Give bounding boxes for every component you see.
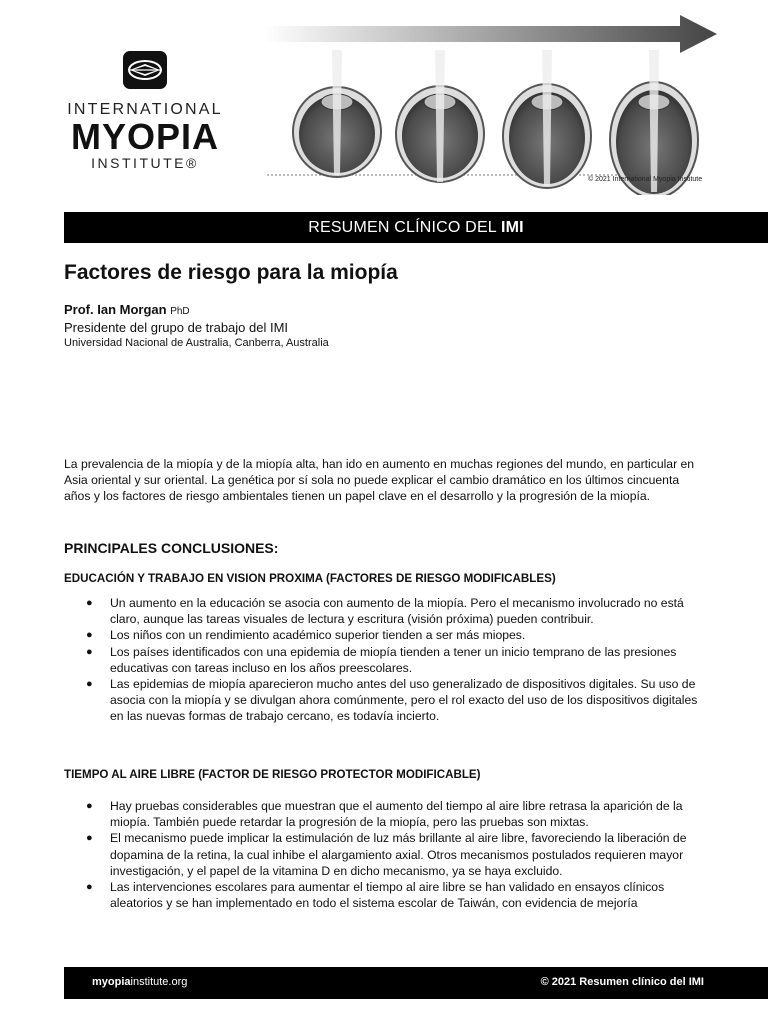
illustration-credit: © 2021 International Myopia Institute (588, 176, 703, 183)
eye-logo-icon (122, 50, 168, 90)
eye-1-icon (293, 50, 381, 177)
eye-4-icon (610, 50, 698, 195)
section-heading-education: EDUCACIÓN Y TRABAJO EN VISION PROXIMA (FACTORES DE RIESGO MODIFICABLES) (64, 572, 556, 585)
list-item-text: Los niños con un rendimiento académico superior tienden a ser más miopes. (110, 628, 526, 643)
eye-progression-illustration (262, 10, 722, 195)
bullet-icon: ● (86, 678, 93, 691)
clinical-summary-banner (64, 212, 768, 243)
bullet-icon: ● (86, 881, 93, 894)
list-item (64, 798, 714, 830)
author-name: Prof. Ian Morgan (64, 302, 167, 317)
bullet-icon: ● (86, 800, 93, 812)
footer-site-link[interactable] (92, 976, 187, 988)
progression-arrow-icon (264, 15, 717, 53)
list-item-text: Un aumento en la educación se asocia con aumento de la miopía. Pero el mecanismo involucrado no está claro, aunque las tareas visuales de lectura y escritura (visión próxima) pueden contribuir. (110, 596, 684, 627)
list-item (64, 595, 714, 627)
bullet-icon: ● (86, 645, 93, 658)
list-item (64, 830, 714, 879)
author-line (64, 302, 190, 317)
list-item (64, 879, 714, 911)
footer-site-bold: myopia (92, 976, 131, 988)
logo-international: INTERNATIONAL (67, 101, 223, 118)
logo-myopia: MYOPIA (70, 116, 219, 157)
list-item-text: Los países identificados con una epidemia de miopía tienden a tener un inicio temprano de las presiones educativas con tareas incluso en los años preescolares. (110, 644, 677, 675)
bullet-icon: ● (86, 832, 93, 845)
bullet-icon: ● (86, 629, 93, 642)
footer-copyright: © 2021 Resumen clínico del IMI (540, 976, 704, 988)
main-conclusions-heading: PRINCIPALES CONCLUSIONES: (64, 540, 279, 556)
list-item (64, 627, 714, 643)
author-affiliation: Universidad Nacional de Australia, Canberra, Australia (64, 337, 329, 349)
section-heading-outdoor: TIEMPO AL AIRE LIBRE (FACTOR DE RIESGO PROTECTOR MODIFICABLE) (64, 768, 481, 781)
list-item (64, 644, 714, 676)
banner-imi: IMI (500, 219, 524, 236)
author-role: Presidente del grupo de trabajo del IMI (64, 320, 289, 335)
list-item (64, 676, 714, 725)
page-title: Factores de riesgo para la miopía (64, 261, 398, 284)
footer-site-rest: institute.org (130, 976, 188, 988)
education-bullet-list (64, 595, 714, 725)
eye-2-icon (396, 50, 484, 182)
list-item-text: El mecanismo puede implicar la estimulación de luz más brillante al aire libre, favoreciendo la liberación de dopamina de la retina, la cual inhibe el alargamiento axial. Otros mecanismos postulados requieren mayor investigación, y el papel de la vitamina D en dicho mecanismo, ya se haya excluido. (110, 831, 687, 878)
imi-logo (60, 50, 230, 171)
logo-institute: INSTITUTE® (91, 155, 199, 171)
list-item-text: Las epidemias de miopía aparecieron mucho antes del uso generalizado de dispositivos digitales. Su uso de asocia con la miopía y se divulgan ahora comúnmente, pero el rol exacto del uso de los dispositivos digitales en las nuevas formas de trabajo cercano, es todavía incierto. (110, 677, 698, 724)
banner-text: RESUMEN CLÍNICO DEL (308, 219, 501, 236)
outdoor-bullet-list (64, 798, 714, 911)
eye-3-icon (503, 50, 591, 188)
intro-paragraph: La prevalencia de la miopía y de la miopía alta, han ido en aumento en muchas regiones del mundo, en particular en Asia oriental y sur oriental. La genética por sí sola no puede explicar el cambio dramático en los últimos cincuenta años y los factores de riesgo ambientales tienen un papel clave en el desarrollo y la progresión de la miopía. (64, 457, 695, 503)
list-item-text: Las intervenciones escolares para aumentar el tiempo al aire libre se han validado en ensayos clínicos aleatorios y se han implementado en todo el sistema escolar de Taiwán, con evidencia de mejoría (110, 880, 665, 911)
bullet-icon: ● (86, 597, 93, 609)
page-footer (64, 967, 768, 999)
list-item-text: Hay pruebas considerables que muestran que el aumento del tiempo al aire libre retrasa la aparición de la miopía. También puede retardar la progresión de la miopía, pero las pruebas son mixtas. (110, 799, 683, 830)
author-degree: PhD (170, 306, 190, 317)
